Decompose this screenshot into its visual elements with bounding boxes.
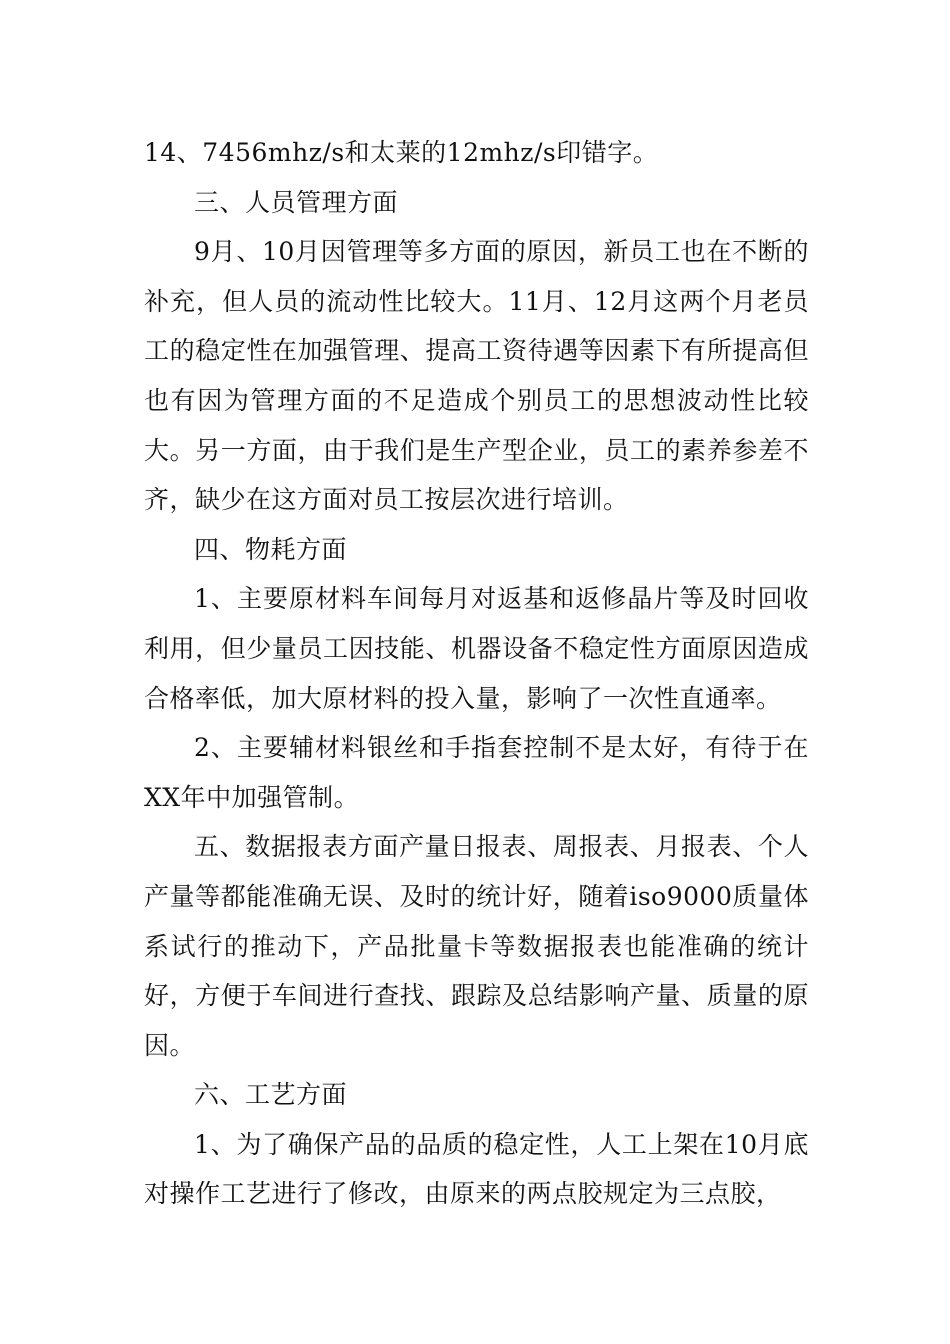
paragraph-materials-2: 2、主要辅材料银丝和手指套控制不是太好，有待于在XX年中加强管制。 bbox=[144, 733, 809, 812]
paragraph-continuation: 14、7456mhz/s和太莱的12mhz/s印错字。 bbox=[144, 138, 659, 167]
section-heading-process: 六、工艺方面 bbox=[194, 1080, 348, 1110]
paragraph-materials-1: 1、主要原材料车间每月对返基和返修晶片等及时回收利用，但少量员工因技能、机器设备不稳定性方面原因造成合格率低，加大原材料的投入量，影响了一次性直通率。 bbox=[144, 584, 809, 713]
paragraph-process-1: 1、为了确保产品的品质的稳定性，人工上架在10月底对操作工艺进行了修改，由原来的两点胶规定为三点胶， bbox=[144, 1129, 809, 1209]
paragraph-reports: 五、数据报表方面产量日报表、周报表、月报表、个人产量等都能准确无误、及时的统计好，随着iso9000质量体系试行的推动下，产品批量卡等数据报表也能准确的统计好，方便于车间进行查找、跟踪及总结影响产量、质量的原因。 bbox=[144, 832, 809, 1060]
section-heading-personnel: 三、人员管理方面 bbox=[194, 187, 399, 217]
document-body bbox=[144, 128, 809, 1219]
paragraph-personnel: 9月、10月因管理等多方面的原因，新员工也在不断的补充，但人员的流动性比较大。11月、12月这两个月老员工的稳定性在加强管理、提高工资待遇等因素下有所提高但也有因为管理方面的不足造成个别员工的思想波动性比较大。另一方面，由于我们是生产型企业，员工的素养参差不齐，缺少在这方面对员工按层次进行培训。 bbox=[144, 237, 809, 515]
section-heading-materials: 四、物耗方面 bbox=[194, 534, 348, 564]
